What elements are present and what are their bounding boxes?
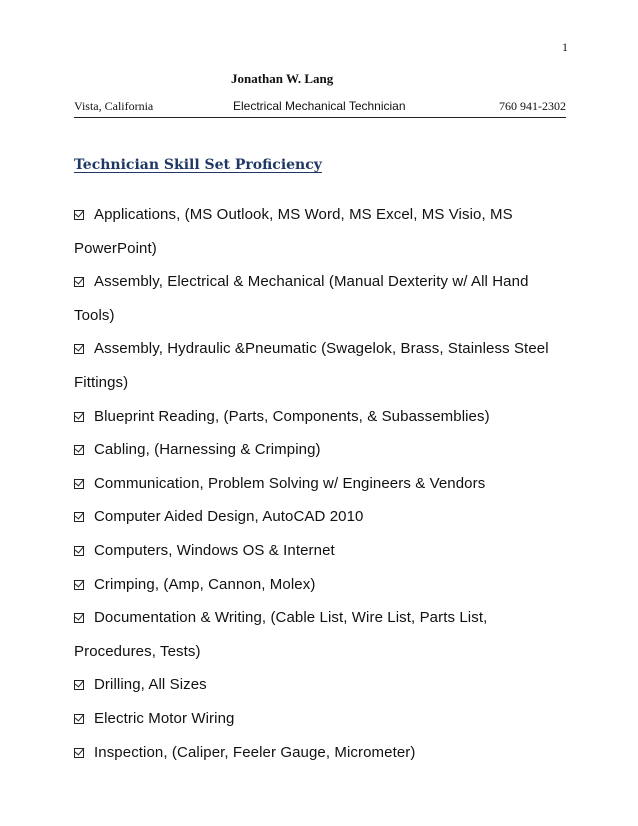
resume-name: Jonathan W. Lang <box>231 71 334 86</box>
checkbox-icon <box>74 613 84 623</box>
skill-text: Communication, Problem Solving w/ Engineers & Vendors <box>94 474 486 492</box>
skill-item <box>74 576 315 593</box>
skill-text-continuation: PowerPoint) <box>74 239 157 257</box>
skill-text: Computers, Windows OS & Internet <box>94 542 335 559</box>
skill-item <box>74 542 335 559</box>
job-title: Electrical Mechanical Technician <box>233 99 406 113</box>
skill-item <box>74 676 207 693</box>
skill-text: Electric Motor Wiring <box>94 710 235 727</box>
skill-text: Blueprint Reading, (Parts, Components, & Subassemblies) <box>94 407 490 425</box>
location: Vista, California <box>74 99 154 113</box>
skill-text: Assembly, Electrical & Mechanical (Manual Dexterity w/ All Hand <box>94 273 529 291</box>
checkbox-icon <box>74 546 84 556</box>
skill-text: Inspection, (Caliper, Feeler Gauge, Micrometer) <box>94 743 416 761</box>
skill-text: Applications, (MS Outlook, MS Word, MS Excel, MS Visio, MS <box>94 206 513 223</box>
checkbox-icon <box>74 680 84 690</box>
skill-item <box>74 273 529 290</box>
skill-item <box>74 206 513 223</box>
checkbox-icon <box>74 445 84 455</box>
skill-item <box>74 475 485 492</box>
skill-text: Computer Aided Design, AutoCAD 2010 <box>94 508 364 526</box>
skill-text-continuation: Fittings) <box>74 374 129 391</box>
skill-item <box>74 744 416 761</box>
skill-text: Cabling, (Harnessing & Crimping) <box>94 441 321 459</box>
skill-item <box>74 408 490 425</box>
checkbox-icon <box>74 344 84 354</box>
checkbox-icon <box>74 412 84 422</box>
checkbox-icon <box>74 210 84 220</box>
page-number: 1 <box>562 40 568 54</box>
checkbox-icon <box>74 479 84 489</box>
checkbox-icon <box>74 512 84 522</box>
checkbox-icon <box>74 580 84 590</box>
skill-text: Crimping, (Amp, Cannon, Molex) <box>94 575 316 593</box>
skill-item <box>74 340 549 357</box>
checkbox-icon <box>74 277 84 287</box>
skill-text: Documentation & Writing, (Cable List, Wire List, Parts List, <box>94 609 488 627</box>
skill-text: Assembly, Hydraulic &Pneumatic (Swagelok, Brass, Stainless Steel <box>94 340 549 358</box>
contact-row <box>74 99 566 118</box>
checkbox-icon <box>74 748 84 758</box>
skill-item <box>74 710 234 727</box>
skill-item <box>74 441 321 458</box>
skill-text-continuation: Tools) <box>74 306 115 324</box>
skill-item <box>74 609 487 626</box>
checkbox-icon <box>74 714 84 724</box>
phone-number: 760 941-2302 <box>499 99 566 113</box>
skill-item <box>74 508 364 525</box>
section-heading: Technician Skill Set Proficiency <box>74 157 322 173</box>
skill-text: Drilling, All Sizes <box>94 676 207 694</box>
skill-text-continuation: Procedures, Tests) <box>74 642 201 660</box>
